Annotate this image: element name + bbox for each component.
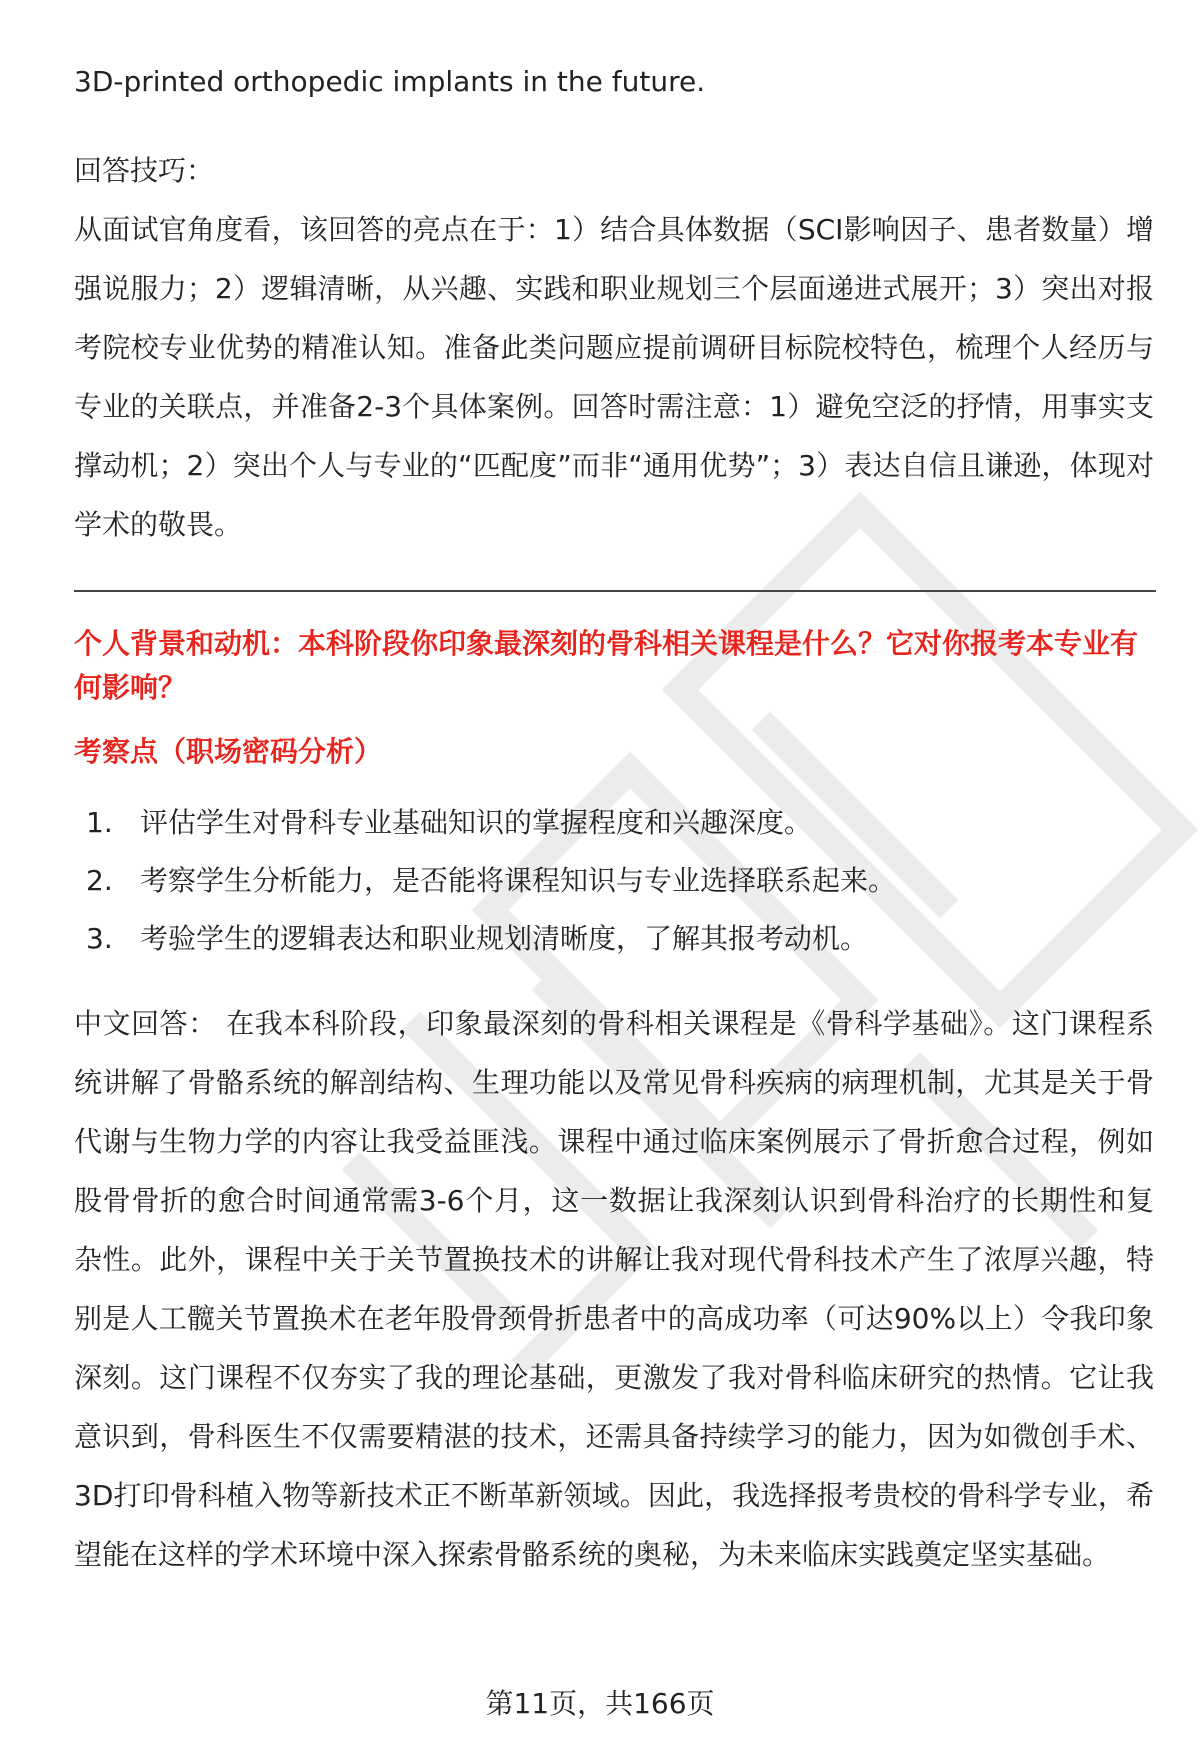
continued-answer-text: 3D-printed orthopedic implants in the future. bbox=[74, 65, 706, 98]
list-item-number: 2. bbox=[86, 864, 113, 897]
question-title: 个人背景和动机：本科阶段你印象最深刻的骨科相关课程是什么？它对你报考本专业有何影响？ bbox=[74, 627, 1139, 704]
tips-label: 回答技巧： bbox=[74, 154, 215, 187]
list-item bbox=[74, 794, 1154, 852]
list-item-text: 评估学生对骨科专业基础知识的掌握程度和兴趣深度。 bbox=[140, 806, 813, 839]
list-item-text: 考察学生分析能力，是否能将课程知识与专业选择联系起来。 bbox=[140, 864, 897, 897]
tips-body: 从面试官角度看，该回答的亮点在于：1）结合具体数据（SCI影响因子、患者数量）增强说服力；2）逻辑清晰，从兴趣、实践和职业规划三个层面递进式展开；3）突出对报考院校专业优势的精准认知。准备此类问题应提前调研目标院校特色，梳理个人经历与专业的关联点，并准备2-3个具体案例。回答时需注意：1）避免空泛的抒情，用事实支撑动机；2）突出个人与专业的“匹配度”而非“通用优势”；3）表达自信且谦逊，体现对学术的敬畏。 bbox=[74, 213, 1154, 541]
list-item-number: 1. bbox=[86, 806, 113, 839]
focus-points-list bbox=[74, 794, 1154, 968]
list-item-number: 3. bbox=[86, 922, 113, 955]
list-item bbox=[74, 852, 1154, 910]
focus-heading: 考察点（职场密码分析） bbox=[74, 735, 383, 768]
list-item-text: 考验学生的逻辑表达和职业规划清晰度，了解其报考动机。 bbox=[140, 922, 869, 955]
main-content bbox=[74, 52, 1154, 1584]
page-number: 第11页，共166页 bbox=[485, 1687, 715, 1720]
list-item bbox=[74, 910, 1154, 968]
chinese-answer: 中文回答： 在我本科阶段，印象最深刻的骨科相关课程是《骨科学基础》。这门课程系统讲解了骨骼系统的解剖结构、生理功能以及常见骨科疾病的病理机制，尤其是关于骨代谢与生物力学的内容让我受益匪浅。课程中通过临床案例展示了骨折愈合过程，例如股骨骨折的愈合时间通常需3-6个月，这一数据让我深刻认识到骨科治疗的长期性和复杂性。此外，课程中关于关节置换技术的讲解让我对现代骨科技术产生了浓厚兴趣，特别是人工髋关节置换术在老年股骨颈骨折患者中的高成功率（可达90%以上）令我印象深刻。这门课程不仅夯实了我的理论基础，更激发了我对骨科临床研究的热情。它让我意识到，骨科医生不仅需要精湛的技术，还需具备持续学习的能力，因为如微创手术、3D打印骨科植入物等新技术正不断革新领域。因此，我选择报考贵校的骨科学专业，希望能在这样的学术环境中深入探索骨骼系统的奥秘，为未来临床实践奠定坚实基础。 bbox=[74, 1007, 1154, 1571]
